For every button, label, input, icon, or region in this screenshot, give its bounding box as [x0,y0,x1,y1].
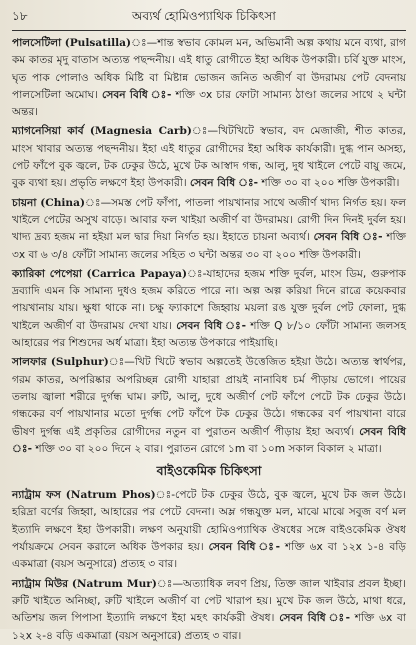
dosage-text: শক্তি ৩x বা ৬ ৩/৪ ফোঁটা সামান্য জলের সহিত ৩ ঘন্টা অন্তর ৩০ বা ২০০ শক্তি উপকারী। [12,231,406,261]
dosage-text: শক্তি ৬x বা ১২x ২-৪ বড়ি একমাত্রা (বয়স অনুসারে) প্রত্যহ ৩ বার। [12,612,406,642]
dosage-label: সেবন বিধি ঃ- [313,231,383,244]
remedy-latin-name: (Sulphur) [50,356,109,369]
remedy-latin-name: (Natrum Phos) [65,489,156,502]
remedy-paragraph [12,354,406,458]
remedy-description: পেটে টক ঢেকুর উঠে, বুক জ্বলে, মুখে টক জল উঠে। হরিদ্রা বর্ণের জিহ্বা, আহারের পর পেটে বেদনা। অম্ল গন্ধযুক্ত মল, মাঝে মাঝে সবুজ বর্ণ মল ইত্যাদি লক্ষণে ইহা উপকারী। লক্ষণ অনুযায়ী হোমিওপ্যাথিক ঔষধের সঙ্গে বাইওকেমিক ঔষধ পর্যায়ক্রমে সেবন করালে অধিক উপকার হয়। [12,489,406,554]
remedy-name: ন্যাট্রাম ফস [12,489,61,502]
separator: ঃ— [131,37,158,49]
remedy-paragraph [12,195,406,264]
dosage-text: শক্তি ৬x বা ১২x ১-৪ বড়ি একমাত্রা (বয়স অনুসারে) প্রত্যহ ৩ বার। [12,541,406,571]
remedy-paragraph [12,576,406,645]
dosage-text: শক্তি ৩০ বা ২০০ দিনে ২ বার। পুরাতন রোগে ১m বা ১০m সকাল বিকাল ২ মাত্রা। [35,442,382,455]
remedy-list [12,35,406,458]
remedy-description: সমস্ত পেট ফাঁপা, পাতলা পায়খানার সাথে অজীর্ণ খাদ্য নির্গত হয়। ফল খাইলে পেটের অসুখ বাড়ে। আবার ফল খাইয়া অজীর্ণ বা উদরাময়। রোগী দিন দিনই দুর্বল হয়। খাদ্য দ্রব্য হজম না হইয়া মল দ্বার দিয়া নির্গত হয়। ইহাতে চায়না অব্যর্থ। [12,196,406,244]
remedy-name: চায়না [12,196,37,209]
dosage-label: সেবন বিধি ঃ- [190,177,259,190]
biochemic-remedy-list [12,487,406,645]
remedy-name: ন্যাট্রাম মিউর [12,577,69,590]
dosage-text: শক্তি Q ৮/১০ ফোঁটা সামান্য জলসহ আহারের পর শিশুদের অর্ধ মাত্রা। ইহা অত্যন্ত উপকারে পাইয়াছি। [12,319,407,350]
remedy-latin-name: (Carrica Papaya) [86,267,187,280]
separator: ঃ- [155,489,176,502]
remedy-paragraph [12,123,406,192]
remedy-name: ম্যাগনেসিয়া কার্ব [12,125,84,138]
separator: ঃ— [156,577,184,590]
remedy-description: যাহাদের হজম শক্তি দুর্বল, মাংস ডিম, গুরুপাক দ্রব্যাদি এমন কি সামান্য দুধও হজম করিতে পারে না। অল্প অল্প করিয়া দিনে রাত্রে কয়েকবার পায়খানায় যায়। ক্ষুধা থাকে না। চক্ষু ফ্যাকাশে জিহ্বায় ময়লা রঙ যুক্ত দুর্বল পেট ফোলা, দুগ্ধ খাইলে অজীর্ণ বা উদরাময় দেখা যায়। [12,267,406,332]
dosage-label: সেবন বিধি ঃ- [102,88,172,101]
remedy-paragraph [12,35,406,121]
separator: ঃ— [85,196,112,209]
remedy-name: পালসেটিলা [12,37,62,49]
dosage-text: শক্তি ৩x চার ফোটা সামান্য ঠাণ্ডা জলের সাথে ২ ঘন্টা অন্তর। [12,88,406,119]
separator: ঃ— [191,125,219,138]
remedy-paragraph [12,487,406,573]
separator: ঃ— [108,356,135,369]
separator: ঃ- [187,267,207,280]
remedy-name: সালফার [12,356,47,369]
running-title: অব্যর্থ হোমিওপ্যাথিক চিকিৎসা [132,9,276,23]
section-heading: বাইওকেমিক চিকিৎসা [156,463,262,479]
dosage-label: সেবন বিধি ঃ- [12,425,406,455]
remedy-description: অত্যাধিক লবণ প্রিয়, তিক্ত জাল খাইবার প্রবল ইচ্ছা। রুটি খাইতে অনিচ্ছা, রুটি খাইলে অজীর্ণ বা পেট খারাপ হয়। মুখে টক জল উঠে, মাথা ধরে, অতিশয় জল পিপাসা ইত্যাদি লক্ষণে ইহা মহৎ কার্যকরী ঔষধ। [12,577,406,625]
dosage-label: সেবন বিধি ঃ- [176,319,247,332]
remedy-description: খিট খিটে স্বভাব অল্পতেই উত্তেজিত হইয়া উঠে। অত্যন্ত স্বার্থপর, গরম কাতর, অপরিষ্কার অপরিচ্ছন্ন রোগী যাহারা প্রায়ই নানাবিধ চর্ম পীড়ায় ভোগে। পায়ের তলায় জ্বালা শরীরে দুর্গন্ধ ঘাম। রুটি, আলু, দুধে অজীর্ণ পেট ফাঁপে পেটে টক ঢেকুর উঠে। গন্ধকের বর্ণ পায়খানার মতো দুর্গন্ধ পেট ফাঁপে টক ঢেকুর উঠে। গন্ধকের বর্ণ পায়খানা বারে ভীষণ দুর্গন্ধ এই প্রকৃতির রোগীদের নতুন বা পুরাতন অজীর্ণ পীড়ায় ইহা অব্যর্থ। [12,356,406,438]
page-header [12,8,406,31]
page-number: ১৮ [12,9,28,23]
remedy-latin-name: (Natrum Mur) [71,577,157,590]
remedy-latin-name: (Magnesia Carb) [89,125,192,138]
remedy-description: খিটখিটে স্বভাব, বদ মেজাজী, শীত কাতর, মাংস খাবার অত্যন্ত পছন্দনীয়। ইহা এই ধাতুর রোগীদের ইহা অধিক কার্যকারী। দুগ্ধ পান অসহ্য, পেট ফাঁপে বুক জ্বলে, টক ঢেকুর উঠে, মুখে টক আস্বাদ গন্ধ, আলু, দুধ খাইলে পেটে বায়ু জমে, বুক ব্যথা হয়। প্রভৃতি লক্ষণে ইহা উপকারী। [12,125,407,190]
remedy-name: ক্যারিকা পেপেয়া [12,267,82,280]
dosage-text: শক্তি ৩০ বা ২০০ শক্তি উপকারী। [261,177,400,190]
dosage-label: সেবন বিধি ঃ- [208,541,280,554]
remedy-latin-name: (China) [40,196,86,209]
remedy-latin-name: (Pulsatilla) [64,37,132,49]
remedy-description: শান্ত স্বভাব কোমল মন, অভিমানী অল্প কথায় মনে ব্যথা, রাগ কম কাতর মৃদু বাতাস অত্যন্ত পছন্দনীয়। এই ধাতু রোগীতে ইহা অধিক উপকারী। চর্বি যুক্ত মাংস, ঘৃত পাক পোলাও অধিক মিষ্টি বা মিষ্টান্ন ভোজন জনিত অজীর্ণ বা উদরাময় পেট বেদনায় পালসেটিলা অমোঘ। [12,37,406,101]
dosage-label: সেবন বিধি ঃ- [279,612,350,625]
remedy-paragraph [12,266,406,352]
